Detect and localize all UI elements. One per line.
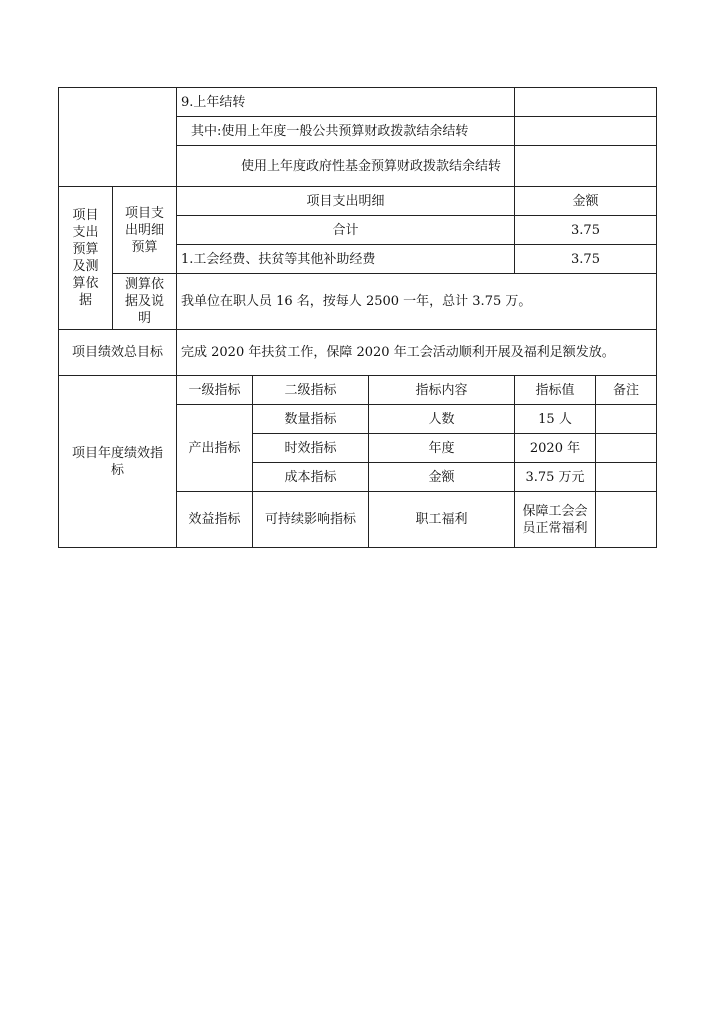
budget-table (58, 87, 657, 548)
carryover-row (59, 88, 657, 117)
carryover-sub1-value (515, 117, 657, 146)
row-value: 2020 年 (515, 434, 596, 463)
row-value: 15 人 (515, 405, 596, 434)
header-level1: 一级指标 (177, 376, 253, 405)
row-level2: 可持续影响指标 (253, 492, 369, 548)
header-level2: 二级指标 (253, 376, 369, 405)
budget-section-label: 项目支出预算及测算依据 (59, 187, 113, 330)
row-value: 3.75 万元 (515, 463, 596, 492)
header-value: 指标值 (515, 376, 596, 405)
row-note (596, 492, 657, 548)
item1-value: 3.75 (515, 245, 657, 274)
carryover-item9: 9.上年结转 (177, 88, 515, 117)
row-content: 金额 (369, 463, 515, 492)
indicator-header-row (59, 376, 657, 405)
row-note (596, 463, 657, 492)
row-note (596, 405, 657, 434)
total-value: 3.75 (515, 216, 657, 245)
goal-label: 项目绩效总目标 (59, 330, 177, 376)
goal-text: 完成 2020 年扶贫工作，保障 2020 年工会活动顺利开展及福利足额发放。 (177, 330, 657, 376)
carryover-sub2-value (515, 146, 657, 187)
goal-row (59, 330, 657, 376)
header-note: 备注 (596, 376, 657, 405)
carryover-sub1: 其中:使用上年度一般公共预算财政拨款结余结转 (177, 117, 515, 146)
row-content: 职工福利 (369, 492, 515, 548)
row-content: 人数 (369, 405, 515, 434)
detail-header: 项目支出明细 (177, 187, 515, 216)
row-level2: 时效指标 (253, 434, 369, 463)
carryover-item9-value (515, 88, 657, 117)
amount-header: 金额 (515, 187, 657, 216)
row-content: 年度 (369, 434, 515, 463)
item1-label: 1.工会经费、扶贫等其他补助经费 (177, 245, 515, 274)
blank-cell (59, 88, 177, 187)
row-value: 保障工会会员正常福利 (515, 492, 596, 548)
carryover-sub2: 使用上年度政府性基金预算财政拨款结余结转 (177, 146, 515, 187)
header-content: 指标内容 (369, 376, 515, 405)
total-label: 合计 (177, 216, 515, 245)
row-level2: 数量指标 (253, 405, 369, 434)
benefit-label: 效益指标 (177, 492, 253, 548)
detail-header-row (59, 187, 657, 216)
basis-label: 测算依据及说明 (113, 274, 177, 330)
row-note (596, 434, 657, 463)
row-level2: 成本指标 (253, 463, 369, 492)
basis-row (59, 274, 657, 330)
detail-label: 项目支出明细预算 (113, 187, 177, 274)
output-label: 产出指标 (177, 405, 253, 492)
basis-text: 我单位在职人员 16 名，按每人 2500 一年，总计 3.75 万。 (177, 274, 657, 330)
indicator-label: 项目年度绩效指标 (59, 376, 177, 548)
